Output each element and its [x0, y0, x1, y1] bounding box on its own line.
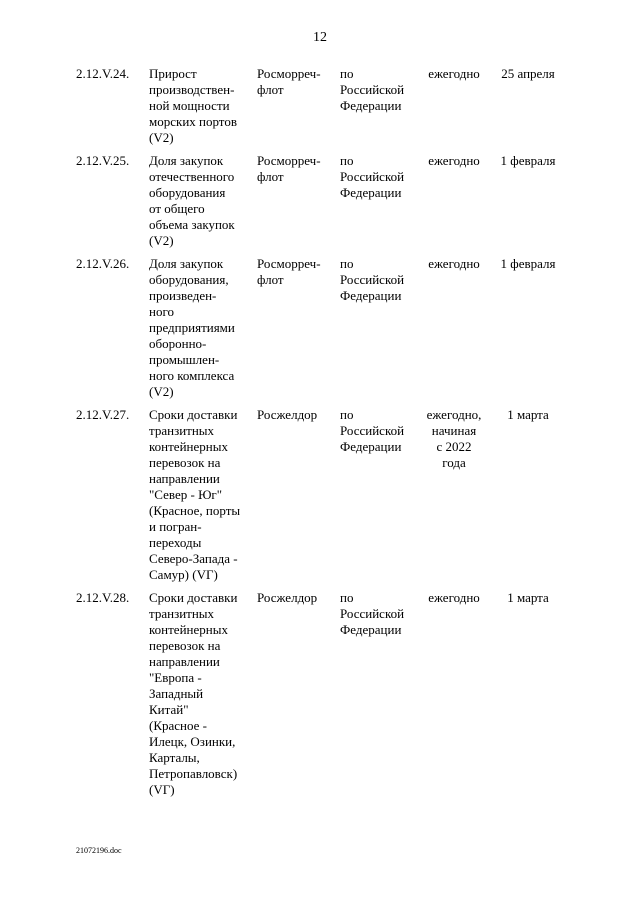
submission-date: 1 февраля: [500, 153, 556, 168]
indicator-code: 2.12.V.24.: [76, 66, 130, 81]
responsible-agency: Росморреч- флот: [257, 66, 321, 97]
submission-date: 1 марта: [507, 590, 549, 605]
indicator-name: Доля закупок оборудования, произведен- ного предприятиями оборонно- промышлен- ного комплекса (V2): [149, 256, 235, 399]
indicator-name: Доля закупок отечественного оборудования от общего объема закупок (V2): [149, 153, 235, 248]
periodicity: ежегодно: [428, 153, 480, 168]
aggregation-level: по Российской Федерации: [340, 407, 405, 454]
indicator-name: Сроки доставки транзитных контейнерных перевозок на направлении "Север - Юг" (Красное, порты и погран- переходы Северо-Запада - Самур) (VГ): [149, 407, 241, 582]
periodicity: ежегодно: [428, 256, 480, 271]
aggregation-level: по Российской Федерации: [340, 256, 405, 303]
submission-date: 1 марта: [507, 407, 549, 422]
responsible-agency: Росжелдор: [257, 590, 318, 605]
responsible-agency: Росжелдор: [257, 407, 318, 422]
submission-date: 25 апреля: [501, 66, 555, 81]
indicator-code: 2.12.V.28.: [76, 590, 130, 605]
indicator-code: 2.12.V.25.: [76, 153, 130, 168]
periodicity: ежегодно: [428, 66, 480, 81]
indicator-code: 2.12.V.27.: [76, 407, 130, 422]
periodicity: ежегодно, начиная с 2022 года: [426, 407, 482, 470]
indicator-name: Сроки доставки транзитных контейнерных перевозок на направлении "Европа - Западный Китай" (Красное - Илецк, Озинки, Карталы, Петропавловск) (VГ): [149, 590, 238, 797]
aggregation-level: по Российской Федерации: [340, 66, 405, 113]
submission-date: 1 февраля: [500, 256, 556, 271]
page-number: 12: [313, 30, 327, 45]
aggregation-level: по Российской Федерации: [340, 590, 405, 637]
responsible-agency: Росморреч- флот: [257, 153, 321, 184]
aggregation-level: по Российской Федерации: [340, 153, 405, 200]
periodicity: ежегодно: [428, 590, 480, 605]
indicator-code: 2.12.V.26.: [76, 256, 130, 271]
document-filename: 21072196.doc: [76, 846, 122, 855]
indicator-name: Прирост производствен- ной мощности морских портов (V2): [149, 66, 237, 145]
responsible-agency: Росморреч- флот: [257, 256, 321, 287]
